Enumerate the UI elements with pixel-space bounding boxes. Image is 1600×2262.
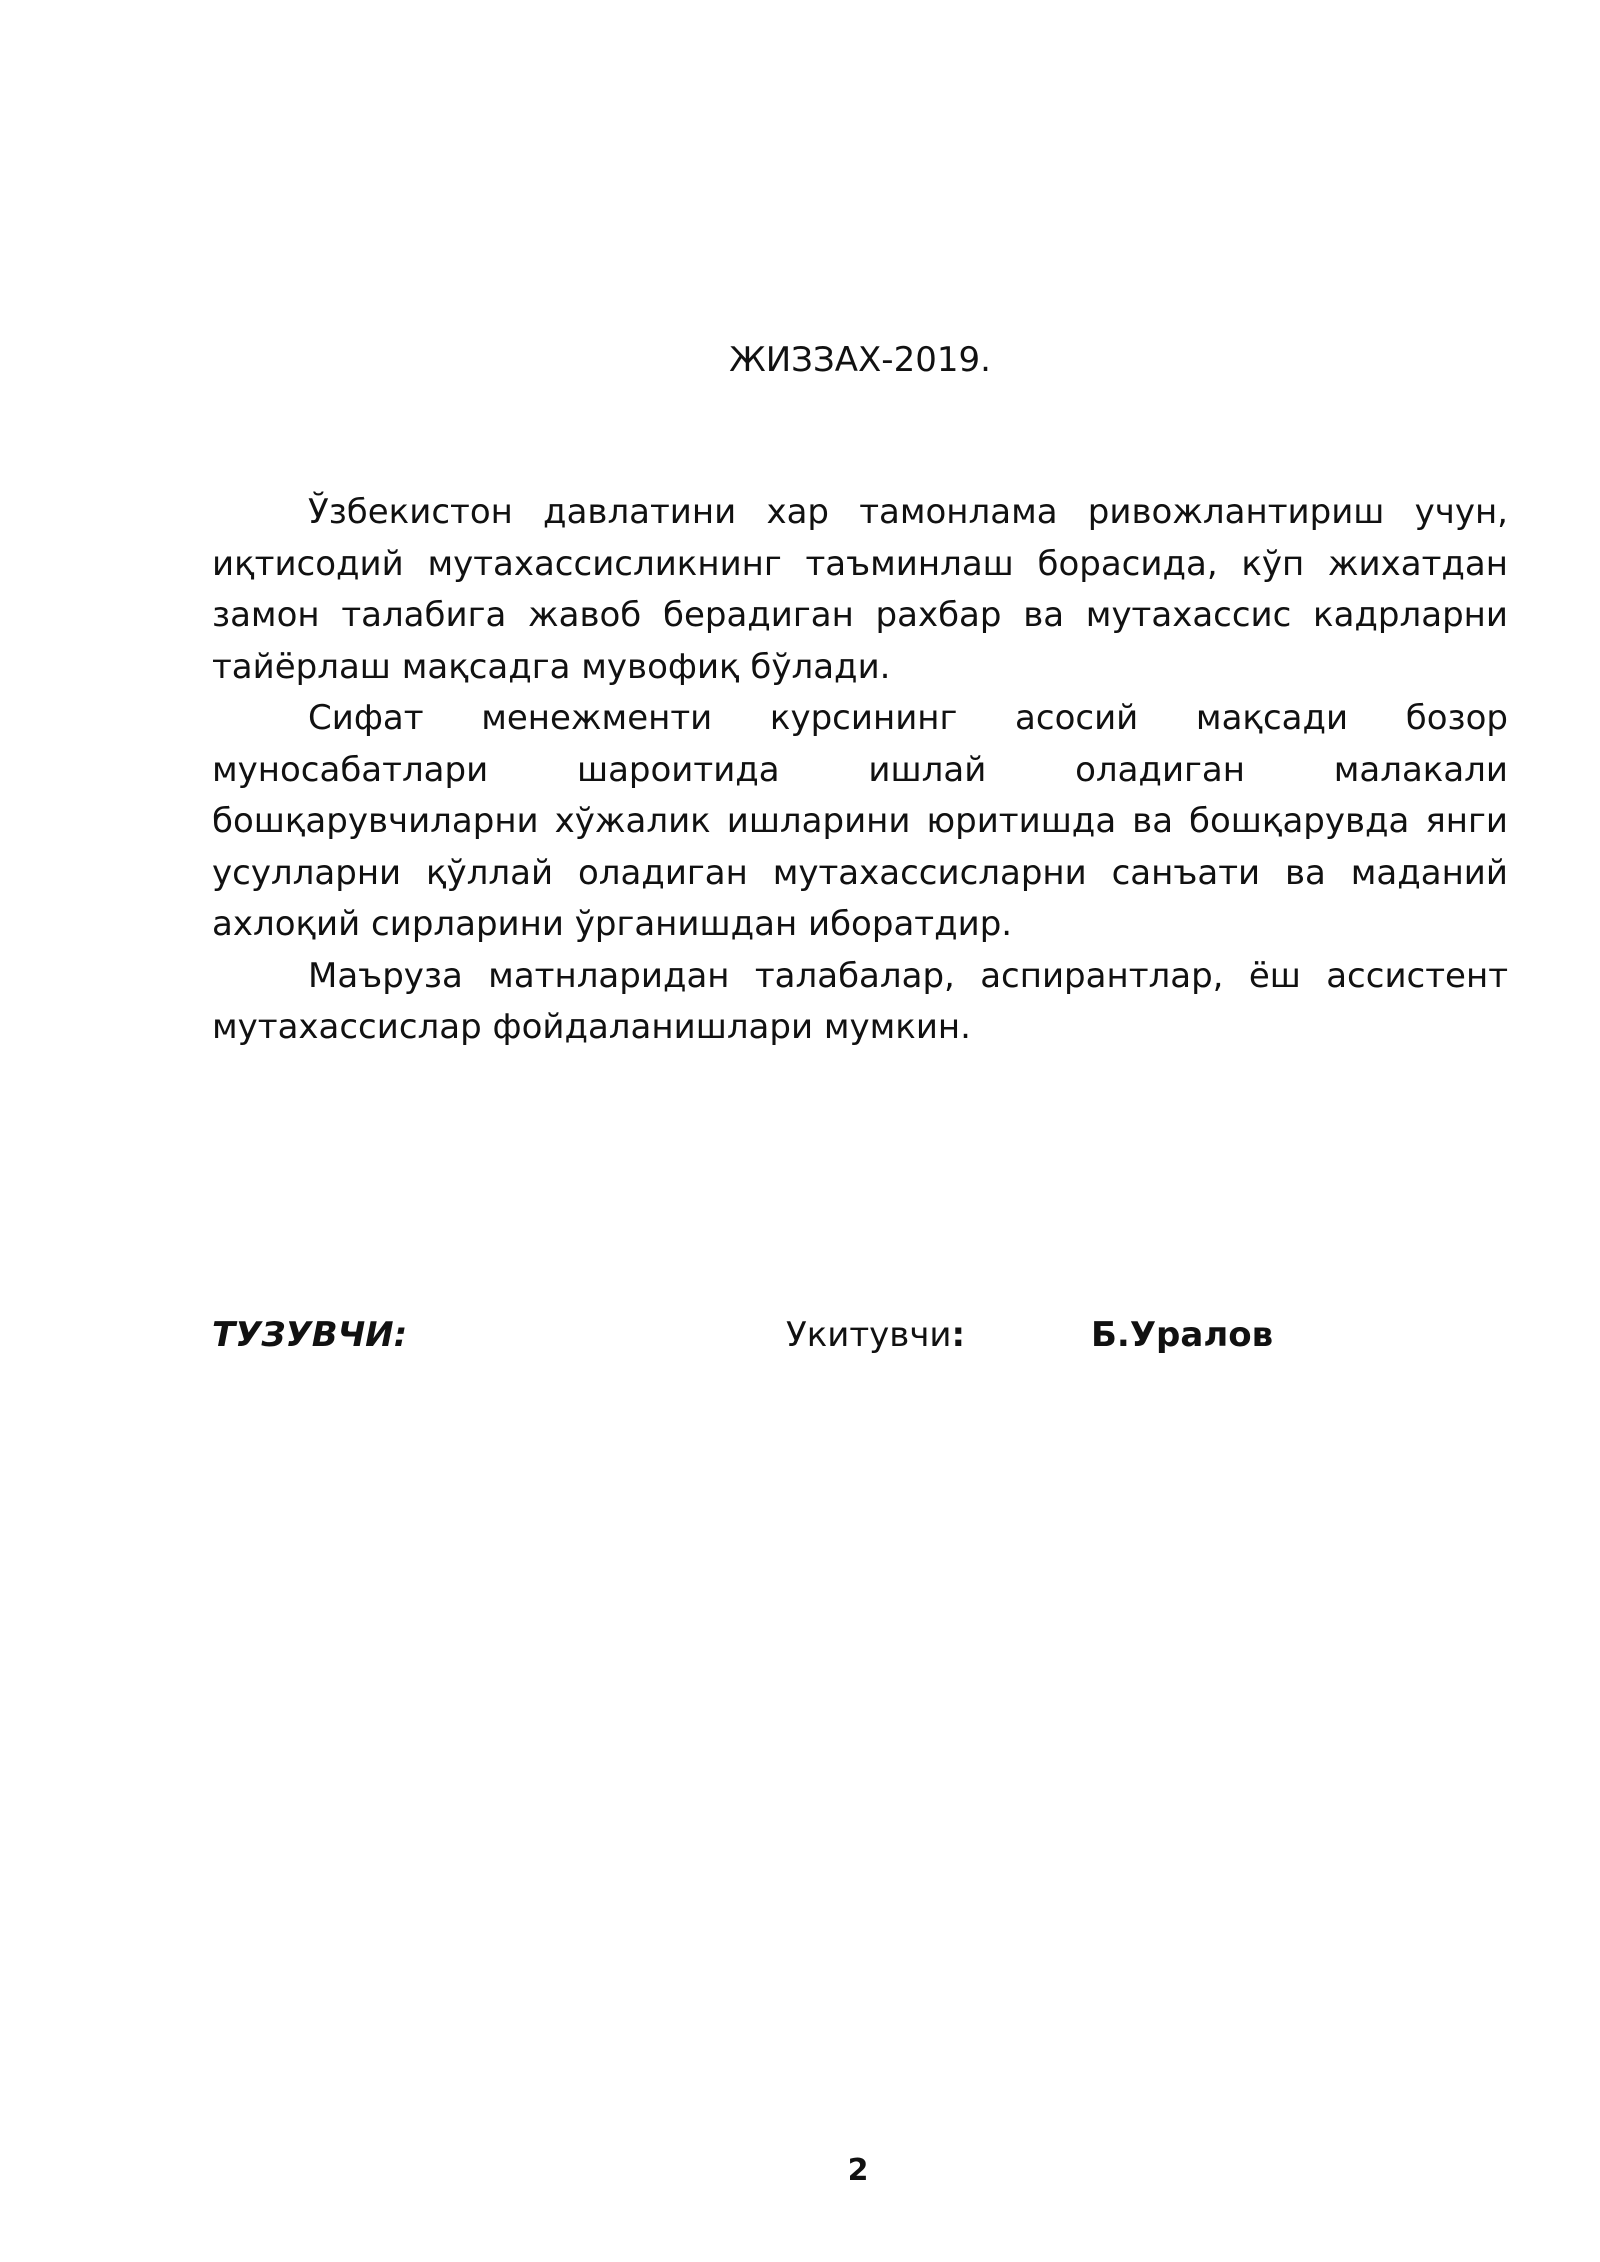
author-name: Б.Уралов: [1091, 1315, 1274, 1355]
signature-row: [0, 1311, 1600, 1367]
role-label-text: Укитувчи: [786, 1315, 952, 1355]
role-label-colon: :: [951, 1315, 966, 1355]
role-label: [786, 1311, 965, 1359]
paragraph-intro: Ўзбекистон давлатини хар тамонлама ривожлантириш учун, иқтисодий мутахассисликнинг таъминлаш борасида, кўп жихатдан замон талабига жавоб берадиган рахбар ва мутахассис кадрларни тайёрлаш мақсадга мувофиқ бўлади.: [212, 492, 1508, 687]
paragraph-audience: Маъруза матнларидан талабалар, аспирантлар, ёш ассистент мутахассислар фойдаланишлари мумкин.: [212, 955, 1508, 1047]
body-text: [212, 487, 1508, 1054]
paragraph-course-goal: Сифат менежменти курсининг асосий мақсади бозор муносабатлари шароитида ишлай оладиган малакали бошқарувчиларни хўжалик ишларини юритишда ва бошқарувда янги усулларни қўллай оладиган мутахассисларни санъати ва маданий ахлоқий сирларини ўрганишдан иборатдир.: [212, 698, 1508, 944]
compiler-label: ТУЗУВЧИ:: [212, 1315, 408, 1355]
page-number: 2: [847, 2153, 869, 2188]
city-year-heading: ЖИЗЗАХ-2019.: [729, 340, 991, 380]
